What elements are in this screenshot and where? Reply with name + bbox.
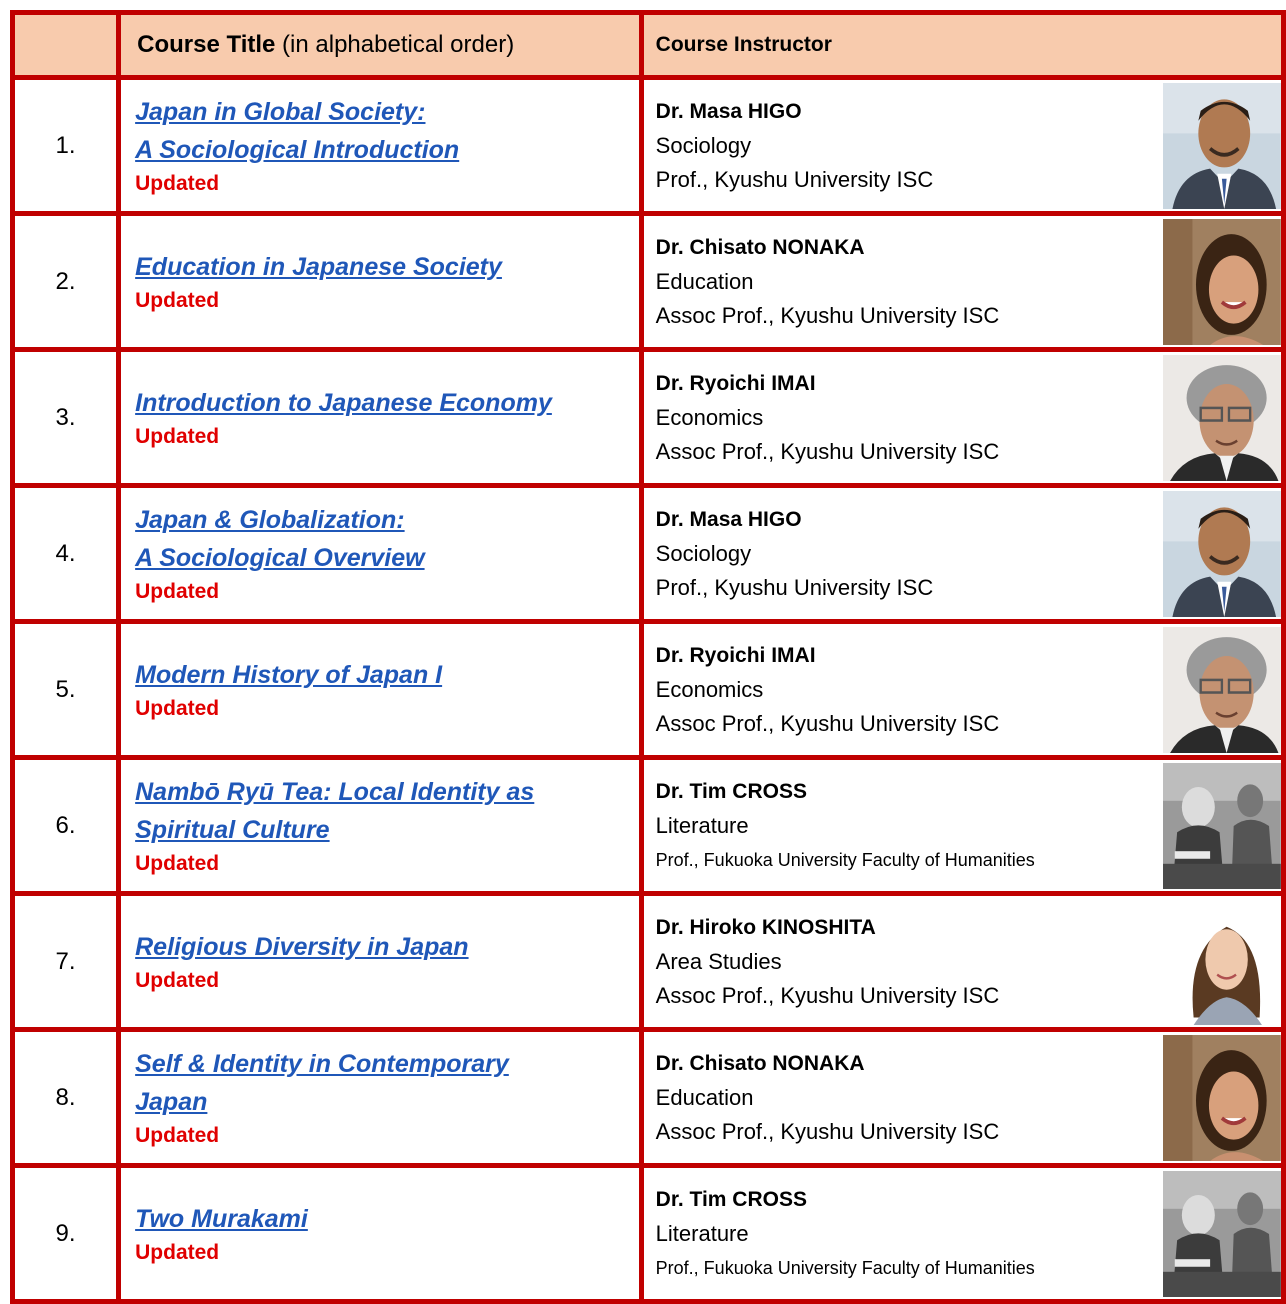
instructor-photo-cell <box>1163 214 1283 350</box>
table-row <box>13 758 1284 894</box>
updated-badge: Updated <box>135 1240 220 1264</box>
course-title-link[interactable]: Spiritual Culture <box>135 815 330 844</box>
instructor-field: Economics <box>655 404 764 430</box>
instructor-affiliation: Assoc Prof., Kyushu University ISC <box>655 982 1000 1008</box>
header-course-title-bold: Course Title <box>137 31 276 58</box>
instructor-field: Sociology <box>655 132 752 158</box>
table-row <box>13 486 1284 622</box>
updated-badge: Updated <box>135 579 220 603</box>
instructor-cell <box>641 894 1163 1030</box>
instructor-cell <box>641 1166 1163 1302</box>
course-title-link[interactable]: Nambō Ryū Tea: Local Identity as <box>135 777 535 806</box>
course-title-cell <box>119 1166 642 1302</box>
instructor-field: Area Studies <box>655 948 782 974</box>
table-header-row <box>13 13 1284 78</box>
course-title-link[interactable]: Religious Diversity in Japan <box>135 932 469 961</box>
nonaka-photo <box>1163 1035 1281 1161</box>
cross-photo <box>1163 763 1281 889</box>
course-number: 1. <box>13 78 119 214</box>
updated-badge: Updated <box>135 288 220 312</box>
instructor-name: Dr. Ryoichi IMAI <box>655 371 816 395</box>
imai-photo <box>1163 627 1281 753</box>
instructor-affiliation: Prof., Fukuoka University Faculty of Humanities <box>655 849 1035 870</box>
instructor-affiliation: Assoc Prof., Kyushu University ISC <box>655 1118 1000 1144</box>
course-title-cell <box>119 350 642 486</box>
instructor-photo-cell <box>1163 758 1283 894</box>
course-title-cell <box>119 214 642 350</box>
course-number: 5. <box>13 622 119 758</box>
instructor-cell <box>641 622 1163 758</box>
higo-photo <box>1163 83 1281 209</box>
updated-badge: Updated <box>135 171 220 195</box>
course-number: 7. <box>13 894 119 1030</box>
header-course-title-note: (in alphabetical order) <box>275 31 515 58</box>
instructor-affiliation: Prof., Kyushu University ISC <box>655 166 934 192</box>
table-row <box>13 1030 1284 1166</box>
instructor-field: Education <box>655 268 754 294</box>
instructor-affiliation: Assoc Prof., Kyushu University ISC <box>655 710 1000 736</box>
imai-photo <box>1163 355 1281 481</box>
instructor-name: Dr. Ryoichi IMAI <box>655 643 816 667</box>
updated-badge: Updated <box>135 968 220 992</box>
instructor-name: Dr. Hiroko KINOSHITA <box>655 915 876 939</box>
table-row <box>13 214 1284 350</box>
instructor-photo-cell <box>1163 350 1283 486</box>
instructor-affiliation: Assoc Prof., Kyushu University ISC <box>655 438 1000 464</box>
course-number: 4. <box>13 486 119 622</box>
instructor-photo-cell <box>1163 1030 1283 1166</box>
table-row <box>13 622 1284 758</box>
instructor-affiliation: Prof., Fukuoka University Faculty of Humanities <box>655 1257 1035 1278</box>
table-row <box>13 78 1284 214</box>
instructor-photo-cell <box>1163 78 1283 214</box>
instructor-field: Economics <box>655 676 764 702</box>
instructor-cell <box>641 214 1163 350</box>
instructor-name: Dr. Tim CROSS <box>655 779 807 803</box>
instructor-affiliation: Assoc Prof., Kyushu University ISC <box>655 302 1000 328</box>
updated-badge: Updated <box>135 1123 220 1147</box>
higo-photo <box>1163 491 1281 617</box>
instructor-photo-cell <box>1163 622 1283 758</box>
course-table <box>10 10 1286 1304</box>
instructor-photo-cell <box>1163 486 1283 622</box>
instructor-field: Literature <box>655 812 749 838</box>
course-number: 9. <box>13 1166 119 1302</box>
course-title-link[interactable]: Japan in Global Society: <box>135 97 426 126</box>
course-title-link[interactable]: Two Murakami <box>135 1204 308 1233</box>
header-number-cell <box>13 13 119 78</box>
course-title-cell <box>119 1030 642 1166</box>
instructor-photo-cell <box>1163 1166 1283 1302</box>
instructor-name: Dr. Chisato NONAKA <box>655 235 865 259</box>
instructor-cell <box>641 758 1163 894</box>
course-title-link[interactable]: A Sociological Introduction <box>135 135 460 164</box>
course-title-cell <box>119 894 642 1030</box>
updated-badge: Updated <box>135 851 220 875</box>
course-title-link[interactable]: Modern History of Japan I <box>135 660 443 689</box>
instructor-field: Education <box>655 1084 754 1110</box>
course-title-cell <box>119 78 642 214</box>
instructor-affiliation: Prof., Kyushu University ISC <box>655 574 934 600</box>
kinoshita-photo <box>1163 899 1281 1025</box>
nonaka-photo <box>1163 219 1281 345</box>
cross-photo <box>1163 1171 1281 1297</box>
table-row <box>13 894 1284 1030</box>
course-number: 3. <box>13 350 119 486</box>
instructor-name: Dr. Masa HIGO <box>655 99 802 123</box>
course-title-link[interactable]: Introduction to Japanese Economy <box>135 388 552 417</box>
instructor-name: Dr. Chisato NONAKA <box>655 1051 865 1075</box>
instructor-cell <box>641 350 1163 486</box>
table-row <box>13 1166 1284 1302</box>
instructor-photo-cell <box>1163 894 1283 1030</box>
instructor-name: Dr. Masa HIGO <box>655 507 802 531</box>
instructor-cell <box>641 486 1163 622</box>
course-title-link[interactable]: Japan <box>135 1087 208 1116</box>
header-course-instructor: Course Instructor <box>641 13 1283 78</box>
instructor-cell <box>641 1030 1163 1166</box>
instructor-cell <box>641 78 1163 214</box>
course-number: 6. <box>13 758 119 894</box>
header-course-title <box>119 13 642 78</box>
table-row <box>13 350 1284 486</box>
updated-badge: Updated <box>135 424 220 448</box>
course-title-cell <box>119 622 642 758</box>
course-number: 2. <box>13 214 119 350</box>
instructor-field: Literature <box>655 1220 749 1246</box>
course-number: 8. <box>13 1030 119 1166</box>
course-title-link[interactable]: Japan & Globalization: <box>135 505 405 534</box>
course-title-cell <box>119 758 642 894</box>
updated-badge: Updated <box>135 696 220 720</box>
course-title-link[interactable]: Education in Japanese Society <box>135 252 502 281</box>
instructor-field: Sociology <box>655 540 752 566</box>
course-title-link[interactable]: A Sociological Overview <box>135 543 425 572</box>
course-title-cell <box>119 486 642 622</box>
instructor-name: Dr. Tim CROSS <box>655 1187 807 1211</box>
course-title-link[interactable]: Self & Identity in Contemporary <box>135 1049 509 1078</box>
